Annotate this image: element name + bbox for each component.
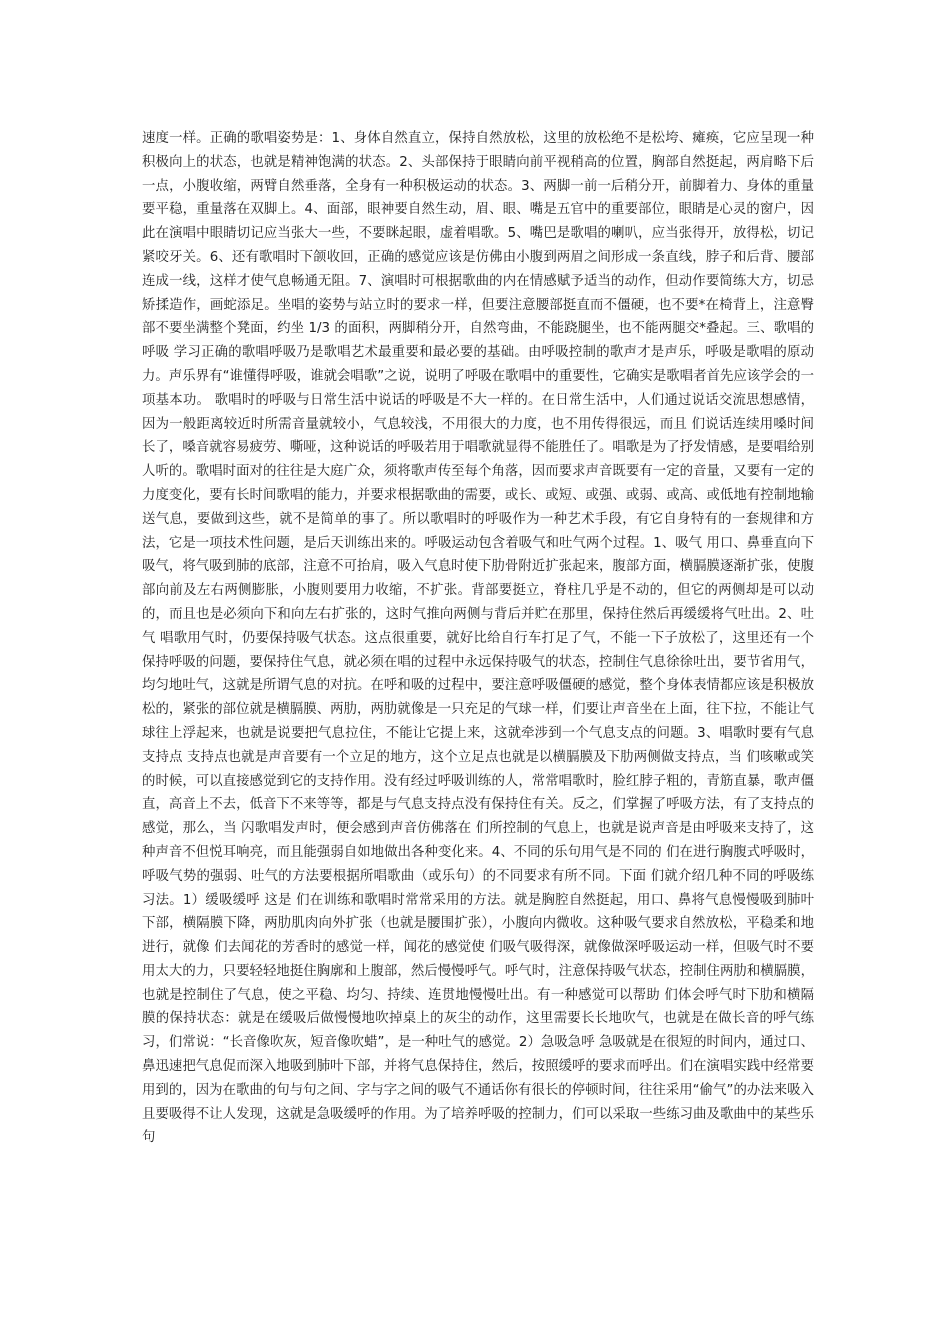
body-paragraph: 速度一样。正确的歌唱姿势是：1、身体自然直立，保持自然放松，这里的放松绝不是松垮、瘫痪，它应呈现一种积极向上的状态，也就是精神饱满的状态。2、头部保持于眼睛向前平视稍高的位置，胸部自然挺起，两肩略下后一点，小腹收缩，两臂自然垂落，全身有一种积极运动的状态。3、两脚一前一后稍分开，前脚着力、身体的重量要平稳，重量落在双脚上。4、面部，眼神要自然生动，眉、眼、嘴是五官中的重要部位，眼睛是心灵的窗户，因此在演唱中眼睛切记应当张大一些，不要眯起眼，虚着唱歌。5、嘴巴是歌唱的喇叭，应当张得开，放得松，切记紧咬牙关。6、还有歌唱时下颌收回，正确的感觉应该是仿佛由小腹到两眉之间形成一条直线，脖子和后背、腰部连成一线，这样才使气息畅通无阻。7、演唱时可根据歌曲的内在情感赋予适当的动作，但动作要简练大方，切忌矫揉造作，画蛇添足。坐唱的姿势与站立时的要求一样，但要注意腰部挺直而不僵硬，也不要*在椅背上，注意臀部不要坐满整个凳面，约坐 1/3 的面积，两脚稍分开，自然弯曲，不能跷腿坐，也不能两腿交*叠起。三、歌唱的呼吸 学习正确的歌唱呼吸乃是歌唱艺术最重要和最必要的基础。由呼吸控制的歌声才是声乐，呼吸是歌唱的原动力。声乐界有“谁懂得呼吸，谁就会唱歌”之说，说明了呼吸在歌唱中的重要性，它确实是歌唱者首先应该学会的一项基本功。 歌唱时的呼吸与日常生活中说话的呼吸是不大一样的。在日常生活中，人们通过说话交流思想感情，因为一般距离较近时所需音量就较小，气息较浅，不用很大的力度，也不用传得很远，而且 们说话连续用嗓时间长了，嗓音就容易疲劳、嘶哑，这种说话的呼吸若用于唱歌就显得不能胜任了。唱歌是为了抒发情感，是要唱给别人听的。歌唱时面对的往往是大庭广众，须将歌声传至每个角落，因而要求声音既要有一定的音量，又要有一定的力度变化，要有长时间歌唱的能力，并要求根据歌曲的需要，或长、或短、或强、或弱、或高、或低地有控制地输送气息，要做到这些，就不是简单的事了。所以歌唱时的呼吸作为一种艺术手段，有它自身特有的一套规律和方法，它是一项技术性问题，是后天训练出来的。呼吸运动包含着吸气和吐气两个过程。1、吸气 用口、鼻垂直向下吸气，将气吸到肺的底部，注意不可抬肩，吸入气息时使下肋骨附近扩张起来，腹部方面，横膈膜逐渐扩张，使腹部向前及左右两侧膨胀，小腹则要用力收缩，不扩张。背部要挺立，脊柱几乎是不动的，但它的两侧却是可以动的，而且也是必须向下和向左右扩张的，这时气推向两侧与背后并贮在那里，保持住然后再缓缓将气吐出。2、吐气 唱歌用气时，仍要保持吸气状态。这点很重要，就好比给自行车打足了气，不能一下子放松了，这里还有一个保持呼吸的问题，要保持住气息，就必须在唱的过程中永远保持吸气的状态，控制住气息徐徐吐出，要节省用气，均匀地吐气，这就是所谓气息的对抗。在呼和吸的过程中，要注意呼吸僵硬的感觉，整个身体表情都应该是积极放松的，紧张的部位就是横膈膜、两肋，两肋就像是一只充足的气球一样，们要让声音坐在上面，往下拉，不能让气球往上浮起来，也就是说要把气息拉住，不能让它提上来，这就牵涉到一个气息支点的问题。3、唱歌时要有气息支持点 支持点也就是声音要有一个立足的地方，这个立足点也就是以横膈膜及下肋两侧做支持点，当 们咳嗽或笑的时候，可以直接感觉到它的支持作用。没有经过呼吸训练的人，常常唱歌时，脸红脖子粗的，青筋直暴，歌声僵直，高音上不去，低音下不来等等，都是与气息支持点没有保持住有关。反之，们掌握了呼吸方法，有了支持点的感觉，那么，当 闪歌唱发声时，便会感到声音仿佛落在 们所控制的气息上，也就是说声音是由呼吸来支持了，这种声音不但悦耳响亮，而且能强弱自如地做出各种变化来。4、不同的乐句用气是不同的 们在进行胸腹式呼吸时，呼吸气势的强弱、吐气的方法要根据所唱歌曲（或乐句）的不同要求有所不同。下面 们就介绍几种不同的呼吸练习法。1）缓吸缓呼 这是 们在训练和歌唱时常常采用的方法。就是胸腔自然挺起，用口、鼻将气息慢慢吸到肺叶下部，横隔膜下降，两肋肌肉向外扩张（也就是腰围扩张），小腹向内微收。这种吸气要求自然放松，平稳柔和地进行，就像 们去闻花的芳香时的感觉一样，闻花的感觉使 们吸气吸得深，就像做深呼吸运动一样，但吸气时不要用太大的力，只要轻轻地挺住胸廓和上腹部，然后慢慢呼气。呼气时，注意保持吸气状态，控制住两肋和横膈膜，也就是控制住了气息，使之平稳、均匀、持续、连贯地慢慢吐出。有一种感觉可以帮助 们体会呼气时下肋和横隔膜的保持状态：就是在缓吸后做慢慢地吹掉桌上的灰尘的动作，这里需要长长地吹气，也就是在做长音的呼气练习，们常说：“长音像吹灰，短音像吹蜡”，是一种吐气的感觉。2）急吸急呼 急吸就是在很短的时间内，通过口、鼻迅速把气息促而深入地吸到肺叶下部，并将气息保持住，然后，按照缓呼的要求而呼出。们在演唱实践中经常要用到的，因为在歌曲的句与句之间、字与字之间的吸气不通话你有很长的停顿时间，往往采用“偷气”的办法来吸入且要吸得不让人发现，这就是急吸缓呼的作用。为了培养呼吸的控制力，们可以采取一些练习曲及歌曲中的某些乐句 xyxy=(142,131,814,1146)
